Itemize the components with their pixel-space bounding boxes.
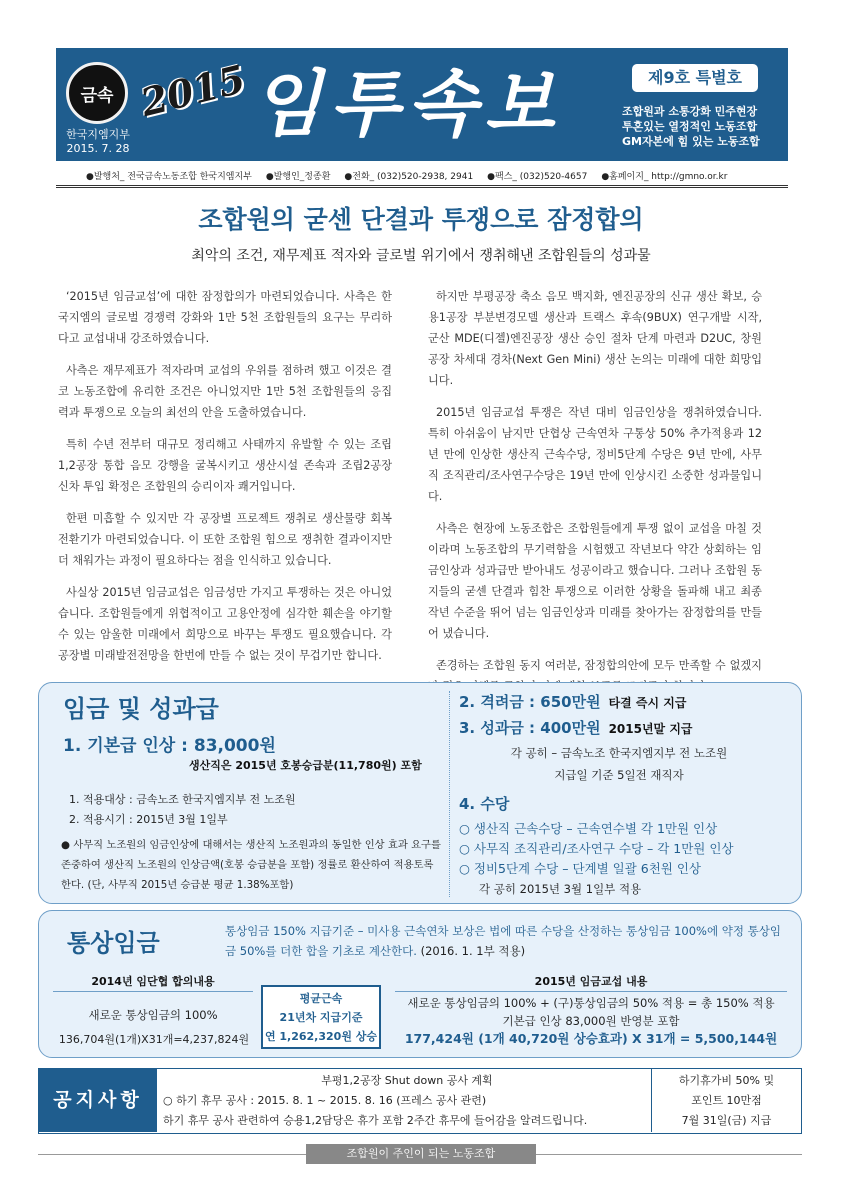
paragraph: 존경하는 조합원 동지 여러분, 잠정합의안에 모두 만족할 수 없겠지 [436,659,762,672]
branch-info [60,128,136,156]
common-condition: 각 공히 – 금속노조 한국지엠지부 전 노조원 [510,746,728,760]
divider [53,991,253,992]
right-highlight: 177,424원 (1개 40,720원 상승효과) X 31개 = 5,500,144원 [404,1031,778,1046]
union-logo-icon [66,62,128,124]
performance-bonus [459,717,693,738]
mid-line: 연 1,262,320원 상승 [264,1030,378,1043]
slogan: 투혼있는 열정적인 노동조합 [622,120,758,133]
paragraph: 사측은 현장에 노동조합은 조합원들에게 투쟁 없이 교섭을 마칠 것이라며 노동조합의 무기력함을 시험했고 작년보다 약간 상회하는 임금인상과 성과급만 받아내도 성공이라고 했습니다. 그러나 조합원 동지들의 굳센 단결과 힘찬 투쟁으로 이러한 상황을 돌파해 내고 최종 작년 수준을 뛰어 넘는 임금인상과 미래를 찾아가는 잠정합의를 만들어 냈습니다. [428,522,762,640]
article-column-left [58,286,392,677]
allowance-item: ○ 사무직 조직관리/조사연구 수당 – 각 1만원 인상 [459,841,734,856]
paragraph: 하지만 부평공장 축소 음모 백지화, 엔진공장의 신규 생산 확보, 승용1공장 부분변경모델 생산과 트랙스 후속(9BUX) 연구개발 시작, 군산 MDE(디젤)엔진공장 생산 승인 절차 단계 마련과 D2UC, 창원공장 차세대 경차(Next Gen Mini) 생산 논의는 미래에 대한 희망입니다. [428,290,762,387]
common-condition: 지급일 기준 5일전 재직자 [554,768,684,782]
ordinary-wage-effective: (2016. 1. 1부 적용) [416,944,526,958]
wage-section-title: 임금 및 성과급 [63,695,219,723]
contact-bar [56,166,788,188]
notice-body [163,1071,651,1131]
encouragement-bonus-amount: 2. 격려금 : 650만원 [459,693,601,711]
mid-line: 21년차 지급기준 [279,1011,363,1024]
paragraph: ‘2015년 임금교섭’에 대한 잠정합의가 마련되었습니다. 사측은 한국지엠의 글로벌 경쟁력 강화와 1만 5천 조합원들의 요구는 무리하다고 교섭내내 강조하였습니다. [58,290,392,345]
paragraph: 특히 수년 전부터 대규모 정리해고 사태까지 유발할 수 있는 조립1,2공장 통합 음모 강행을 굴복시키고 생산시설 존속과 조립2공장 신차 투입 확정은 조합원의 승리이자 쾌거입니다. [58,438,392,493]
footer-tagline: 조합원이 주인이 되는 노동조합 [306,1144,536,1164]
branch-name: 한국지엠지부 [66,128,130,141]
ordinary-wage-rule: 통상임금 150% 지급기준 – 미사용 근속연차 보상은 법에 따른 수당을 산정하는 통상임금 100%에 약정 통상임금 50%를 더한 합을 기초로 계산한다. [225,924,781,958]
phone: ●전화_ (032)520-2938, 2941 [344,172,474,182]
paragraph: 사측은 재무제표가 적자라며 교섭의 우위를 점하려 했고 이것은 결코 노동조합에 유리한 조건은 아니었지만 1만 5천 조합원들의 응집력과 투쟁으로 오늘의 최선의 안을 도출하였습니다. [58,364,392,419]
encouragement-bonus-note: 타결 즉시 지급 [608,696,687,710]
average-tenure-box [261,985,381,1049]
issue-date: 2015. 7. 28 [66,142,130,155]
issuer: ●발행인_정종환 [265,172,331,182]
right-line: 기본급 인상 83,000원 반영분 포함 [502,1014,680,1028]
slogans [622,104,782,149]
notice-right-line: 하기휴가비 50% 및 [678,1074,775,1087]
encouragement-bonus [459,691,686,712]
headline: 조합원의 굳센 단결과 투쟁으로 잠정합의 [198,205,644,234]
newspaper-title: 임투속보 [252,62,563,146]
footer [0,1144,842,1164]
performance-bonus-note: 2015년말 지급 [608,722,693,736]
base-pay-title: 1. 기본급 인상 : 83,000원 [63,736,276,756]
wage-bonus-box [38,682,802,904]
notice-vacation [651,1069,801,1132]
paragraph: 2015년 임금교섭 투쟁은 작년 대비 임금인상을 쟁취하였습니다. 특히 아쉬움이 남지만 단협상 근속연차 구통상 50% 추가적용과 12년 만에 인상한 생산직 근속수당, 정비5단계 수당은 9년 만에, 사무직 조직관리/조사연구수당은 19년 만에 인상시킨 소중한 성과물입니다. [428,406,762,503]
office-staff-note: ● 사무직 노조원의 임금인상에 대해서는 생산직 노조원과의 동일한 인상 효과 요구를 존중하여 생산직 노조원의 인상금액(호봉 승급분을 포함) 정률로 환산하여 적용토록 한다. (단, 사무직 2015년 승급분 평균 1.38%포함) [61,839,441,891]
slogan: 조합원과 소통강화 민주현장 [622,105,758,118]
ordinary-wage-box [38,910,802,1058]
base-pay-note: 생산직은 2015년 호봉승급분(11,780원) 포함 [189,759,422,772]
ordinary-wage-title: 통상임금 [67,929,160,957]
paragraph: 사실상 2015년 임금교섭은 임금성만 가지고 투쟁하는 것은 아니었습니다. 조합원들에게 위협적이고 고용안정에 심각한 훼손을 야기할 수 있는 암울한 미래에서 희망으로 바꾸는 투쟁도 필요했습니다. 각 공장별 미래발전전망을 한번에 만들 수 없는 것이 무겁기만 합니다. [58,586,392,662]
mid-line: 평균근속 [299,992,343,1005]
allowance-item: ○ 생산직 근속수당 – 근속연수별 각 1만원 인상 [459,821,718,836]
publisher: ●발행처_ 전국금속노동조합 한국지엠지부 [86,172,252,182]
article-column-right [428,286,762,708]
notice-right-line: 포인트 10만점 [691,1094,762,1107]
left-line: 136,704원(1개)X31개=4,237,824원 [58,1033,250,1046]
divider [449,691,450,897]
notice-line: ○ 하기 휴무 공사 : 2015. 8. 1 ~ 2015. 8. 16 (프레스 공사 관련) [163,1094,487,1107]
logo-text: 금속 [80,85,114,106]
subheadline: 최악의 조건, 재무제표 적자와 글로벌 위기에서 쟁취해낸 조합원들의 성과물 [191,248,651,264]
right-line: 새로운 통상임금의 100% + (구)통상임금의 50% 적용 = 총 150% 적용 [407,996,775,1010]
masthead [56,48,788,161]
homepage-link[interactable]: ●홈페이지_ http://gmno.or.kr [601,172,728,182]
divider [395,991,787,992]
year-mark: 2015 [136,55,250,126]
issue-badge: 제9호 특별호 [632,64,758,92]
performance-bonus-amount: 3. 성과금 : 400만원 [459,719,601,737]
paragraph: 한편 미흡할 수 있지만 각 공장별 프로젝트 쟁취로 생산물량 회복 전환기가 마련되었습니다. 이 또한 조합원 힘으로 쟁취한 결과이지만 더 채워가는 과정이 필요하다는 점을 인식하고 있습니다. [58,512,392,567]
left-line: 새로운 통상임금의 100% [88,1008,218,1022]
notice-line: 하기 휴무 공사 관련하여 승용1,2담당은 휴가 포함 2주간 휴무에 들어감을 알려드립니다. [163,1114,588,1127]
allowance-note: 각 공히 2015년 3월 1일부 적용 [479,882,642,896]
notice-box [38,1068,802,1134]
right-header: 2015년 임금교섭 내용 [534,975,648,988]
apply-period: 2. 적용시기 : 2015년 3월 1일부 [69,813,228,826]
notice-right-line: 7월 31일(금) 지급 [681,1114,772,1127]
fax: ●팩스_ (032)520-4657 [487,172,588,182]
allowance-item: ○ 정비5단계 수당 – 단계별 일괄 6천원 인상 [459,861,702,876]
notice-label: 공지사항 [39,1069,157,1132]
slogan: GM자본에 힘 있는 노동조합 [622,135,760,148]
left-header: 2014년 임단협 합의내용 [91,975,215,988]
notice-title: 부평1,2공장 Shut down 공사 계획 [321,1074,493,1087]
ordinary-wage-description [225,921,785,961]
apply-target: 1. 적용대상 : 금속노조 한국지엠지부 전 노조원 [69,793,296,806]
allowance-title: 4. 수당 [459,795,510,813]
